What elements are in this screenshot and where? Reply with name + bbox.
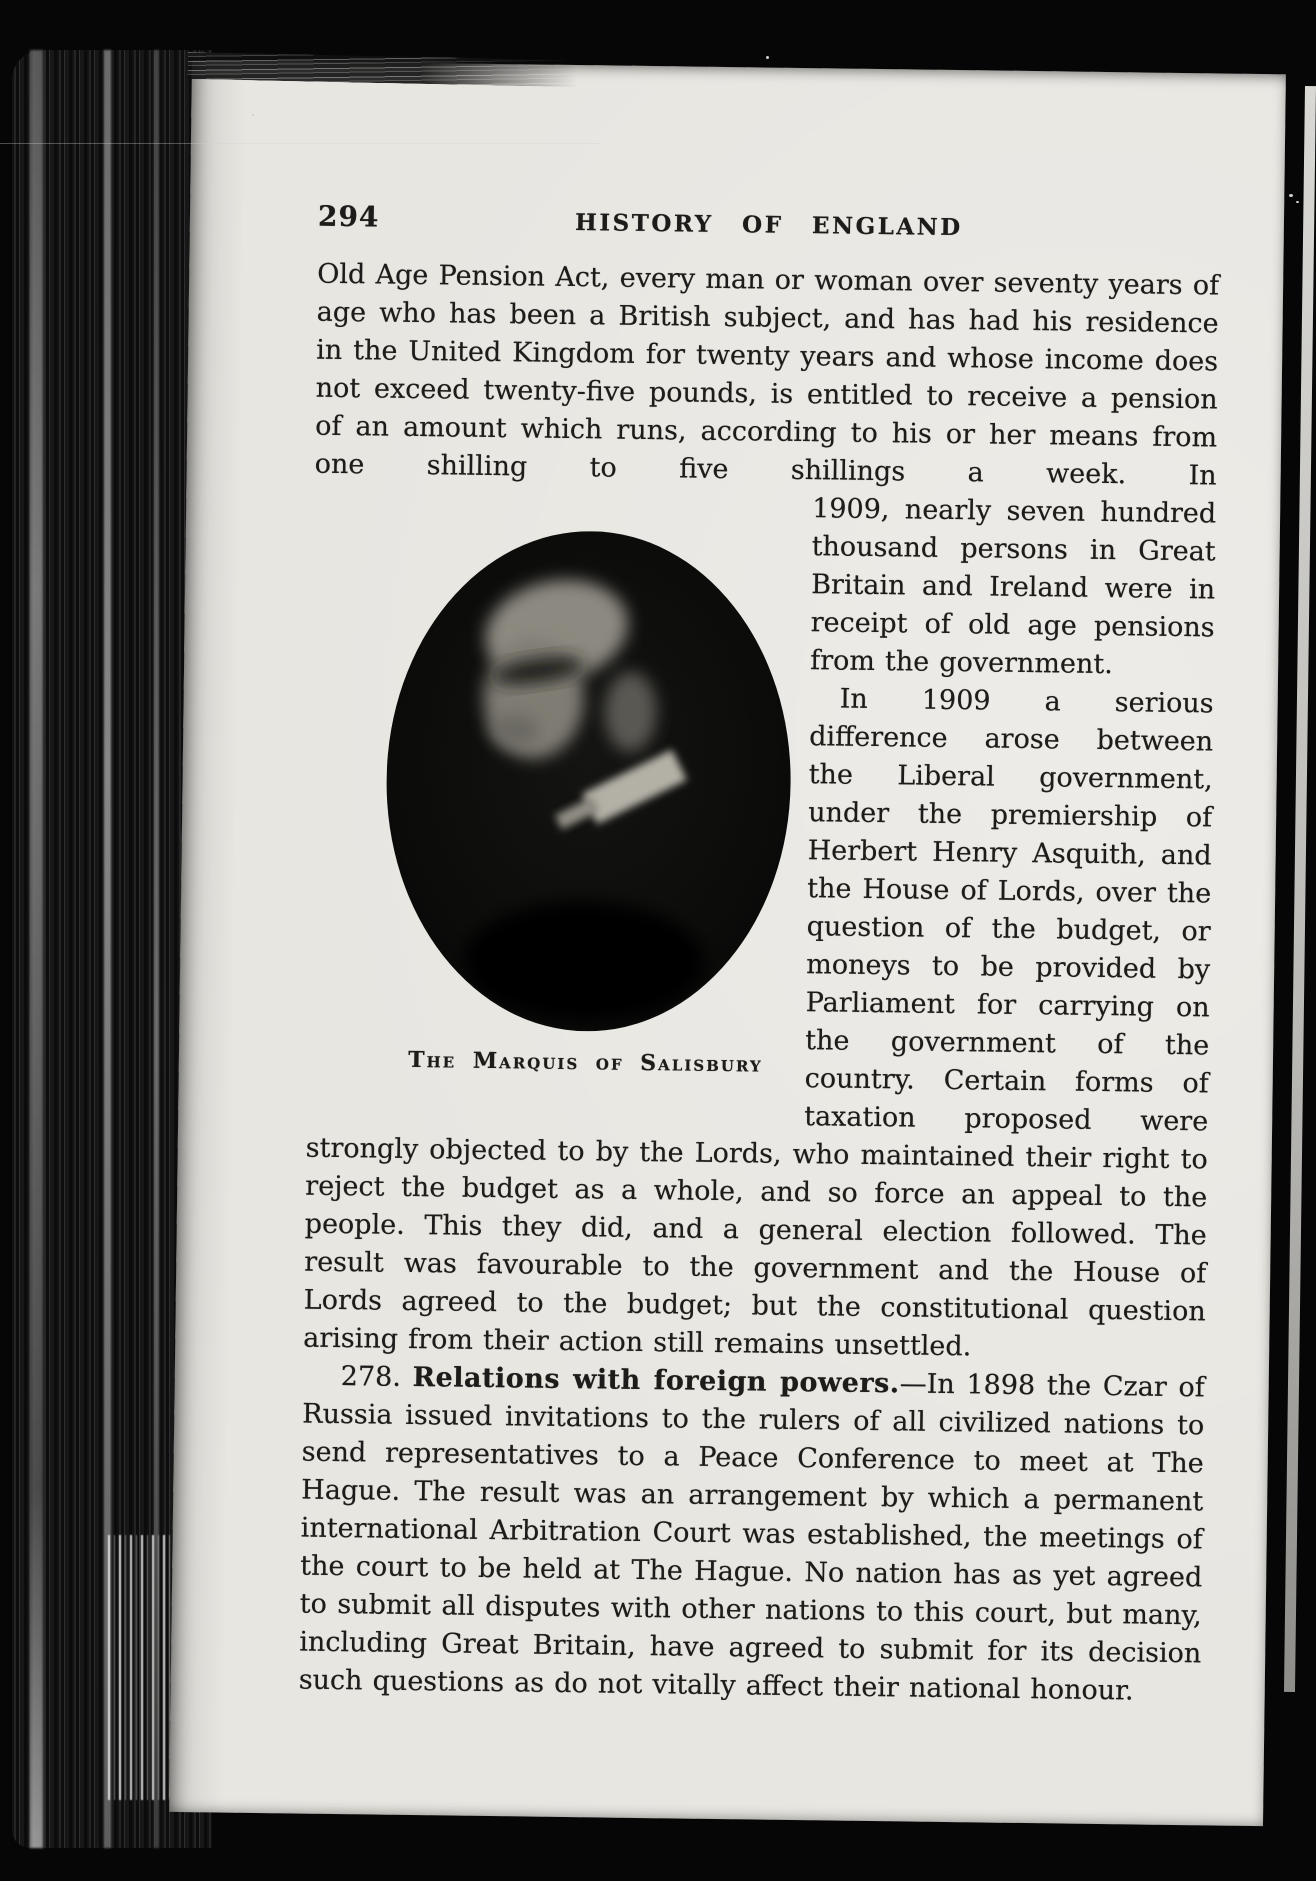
page-edge-streak (30, 50, 43, 1848)
dust-speck (766, 56, 769, 59)
dust-speck (1296, 201, 1299, 203)
dust-speck (252, 114, 254, 116)
page-number: 294 (317, 199, 380, 234)
running-head (318, 198, 1220, 242)
section-number: 278. (340, 1361, 413, 1393)
dust-speck (1289, 194, 1293, 197)
page-content (171, 60, 1286, 1712)
section-dash: — (899, 1368, 927, 1400)
body-paragraph-2: In 1909 a serious difference arose between the Liberal government, under the premiership of Herbert Henry Asquith, and the House of Lords, over the question of the budget, or moneys to be provided by Parliament for carrying on the government of the country. Certain forms of taxation proposed were strongly objected to by the Lords, who maintained their right to reject the budget as a whole, and so force an appeal to the people. This they did, and a general election followed. The result was favourable to the government and the House of Lords agreed to the budget; but the constitutional question arising from their action still remains unsettled. (303, 683, 1214, 1363)
portrait-caption: The Marquis of Salisbury (407, 1046, 763, 1078)
section-paragraph (299, 1358, 1205, 1712)
body-paragraph-1-lead: Old Age Pension Act, every man or woman over seventy years of age who has been a British subject, and has had his residence in the United Kingdom for twenty years and whose income does not exceed twenty-five pounds, is entitled to receive a pension of an amount which runs, according to his or her means from one shilling to five shillings a week. In (314, 258, 1220, 492)
marquis-of-salisbury-portrait (383, 529, 795, 1034)
section-heading: Relations with foreign powers. (412, 1362, 900, 1400)
adjacent-page-edge (1284, 86, 1316, 1692)
body-paragraph-1-continuation: 1909, nearly seven hundred thousand persons in Great Britain and Ireland were in receipt of old age pensions from the government. (809, 493, 1217, 681)
running-title: HISTORY OF ENGLAND (574, 209, 963, 242)
scan-artifact-line (0, 143, 600, 144)
portrait-image (383, 529, 795, 1034)
portrait-figure (306, 488, 812, 1112)
book-page (169, 60, 1286, 1826)
section-text: In 1898 the Czar of Russia issued invitations to the rulers of all civilized nations to send representatives to a Peace Conference to meet at The Hague. The result was an arrangement by which a permanent international Arbitration Court was established, the meetings of the court to be held at The Hague. No nation has as yet agreed to submit all disputes with other nations to this court, but many, including Great Britain, have agreed to submit for its decision such questions as do not vitally affect their national honour. (298, 1368, 1205, 1707)
